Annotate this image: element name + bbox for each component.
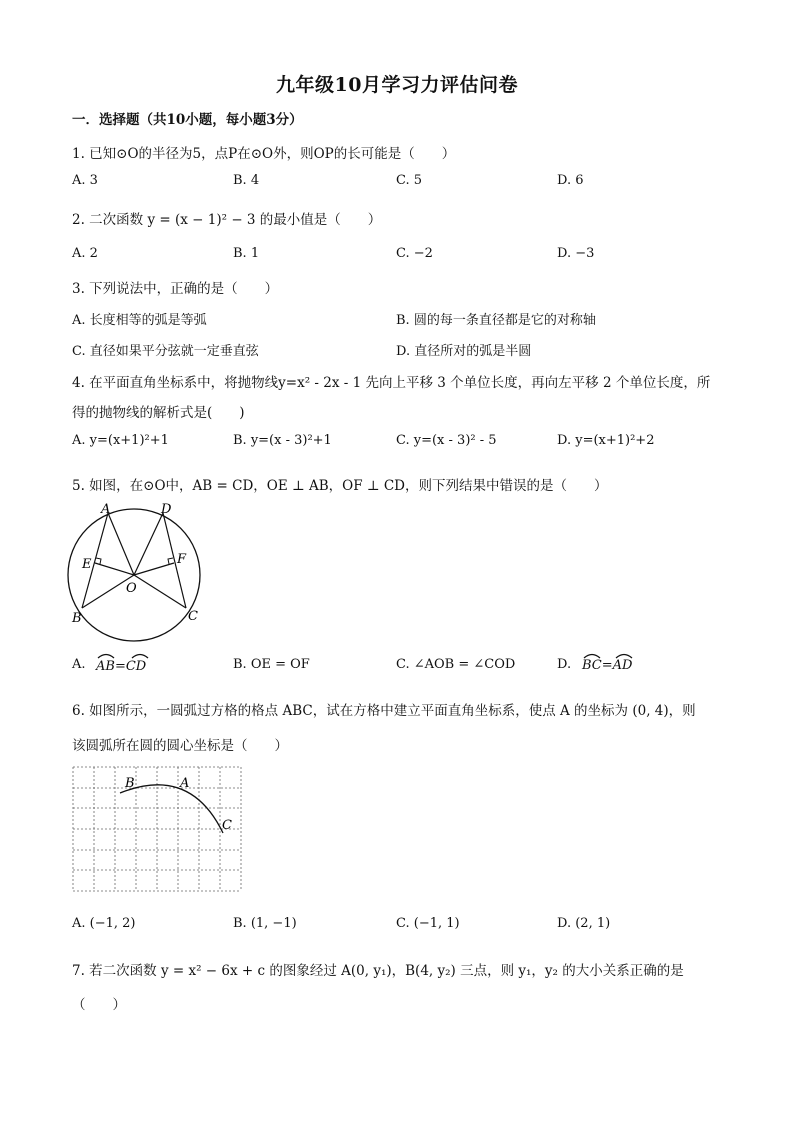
q5-option-b: B. OE = OF bbox=[233, 657, 310, 672]
arc-marks-icon bbox=[96, 650, 152, 660]
label-e: E bbox=[82, 557, 92, 572]
label-c: C bbox=[188, 609, 198, 624]
q2-option-a: A. 2 bbox=[72, 246, 98, 261]
segment-od bbox=[134, 513, 163, 575]
q1-option-d: D. 6 bbox=[557, 173, 584, 188]
segment-oe bbox=[95, 563, 134, 575]
question-5-stem: 5. 如图，在⊙O中，AB = CD，OE ⊥ AB，OF ⊥ CD，则下列结果中错误的是（ ） bbox=[72, 478, 608, 494]
q3-option-b: B. 圆的每一条直径都是它的对称轴 bbox=[396, 313, 596, 328]
section-heading: 一．选择题（共10小题，每小题3分） bbox=[72, 112, 303, 128]
arc-abc bbox=[120, 785, 223, 833]
q4-option-d: D. y=(x+1)²+2 bbox=[557, 433, 655, 448]
q6-option-a: A. (−1, 2) bbox=[72, 916, 136, 931]
q6-grid-figure bbox=[70, 765, 246, 895]
label-d: D bbox=[161, 502, 172, 517]
q5-option-d-formula: BC=AD bbox=[582, 658, 633, 673]
question-3-stem: 3. 下列说法中，正确的是（ ） bbox=[72, 281, 279, 297]
label-b: B bbox=[72, 611, 82, 626]
q6-option-c: C. (−1, 1) bbox=[396, 916, 460, 931]
q3-option-a: A. 长度相等的弧是等弧 bbox=[72, 313, 207, 328]
question-7-stem-line2: （ ） bbox=[72, 997, 126, 1013]
question-4-stem-line1: 4. 在平面直角坐标系中，将抛物线y=x² - 2x - 1 先向上平移 3 个单位长度，再向左平移 2 个单位长度，所 bbox=[72, 375, 711, 391]
segment-of bbox=[134, 563, 174, 575]
segment-oc bbox=[134, 575, 186, 608]
q3-option-d: D. 直径所对的弧是半圆 bbox=[396, 344, 532, 359]
segment-oa bbox=[108, 513, 134, 575]
grid-lines bbox=[73, 767, 241, 891]
q5-option-a-formula: AB=CD bbox=[96, 659, 147, 674]
q5-option-d-math bbox=[582, 658, 632, 673]
label-f: F bbox=[177, 552, 187, 567]
arc-marks-icon bbox=[582, 650, 638, 660]
q5-circle-figure bbox=[66, 500, 216, 646]
q2-option-d: D. −3 bbox=[557, 246, 595, 261]
q2-option-c: C. −2 bbox=[396, 246, 433, 261]
q3-option-c: C. 直径如果平分弦就一定垂直弦 bbox=[72, 344, 259, 359]
q1-option-b: B. 4 bbox=[233, 173, 260, 188]
q5-option-a-math bbox=[96, 658, 146, 674]
label-o: O bbox=[126, 581, 137, 596]
q5-option-a: A. bbox=[72, 657, 86, 672]
label-b: B bbox=[125, 776, 135, 791]
q5-option-d: D. bbox=[557, 657, 572, 672]
question-6-stem-line2: 该圆弧所在圆的圆心坐标是（ ） bbox=[72, 738, 288, 754]
q4-option-c: C. y=(x - 3)² - 5 bbox=[396, 433, 497, 448]
q6-option-b: B. (1, −1) bbox=[233, 916, 297, 931]
q4-option-a: A. y=(x+1)²+1 bbox=[72, 433, 169, 448]
q1-option-c: C. 5 bbox=[396, 173, 423, 188]
label-a: A bbox=[101, 502, 111, 517]
label-c: C bbox=[222, 818, 232, 833]
q5-option-c: C. ∠AOB = ∠COD bbox=[396, 657, 516, 672]
question-2-stem: 2. 二次函数 y = (x − 1)² − 3 的最小值是（ ） bbox=[72, 212, 382, 228]
question-7-stem-line1: 7. 若二次函数 y = x² − 6x + c 的图象经过 A(0, y₁)，B(4, y₂) 三点，则 y₁，y₂ 的大小关系正确的是 bbox=[72, 963, 684, 979]
q4-option-b: B. y=(x - 3)²+1 bbox=[233, 433, 332, 448]
question-6-stem-line1: 6. 如图所示，一圆弧过方格的格点 ABC，试在方格中建立平面直角坐标系，使点 A 的坐标为 (0, 4)，则 bbox=[72, 703, 696, 719]
question-1-stem: 1. 已知⊙O的半径为5，点P在⊙O外，则OP的长可能是（ ） bbox=[72, 146, 456, 162]
label-a: A bbox=[180, 776, 190, 791]
q2-option-b: B. 1 bbox=[233, 246, 260, 261]
q1-option-a: A. 3 bbox=[72, 173, 98, 188]
page-title: 九年级10月学习力评估问卷 bbox=[276, 74, 518, 96]
q6-option-d: D. (2, 1) bbox=[557, 916, 611, 931]
question-4-stem-line2: 得的抛物线的解析式是( ) bbox=[72, 405, 245, 421]
